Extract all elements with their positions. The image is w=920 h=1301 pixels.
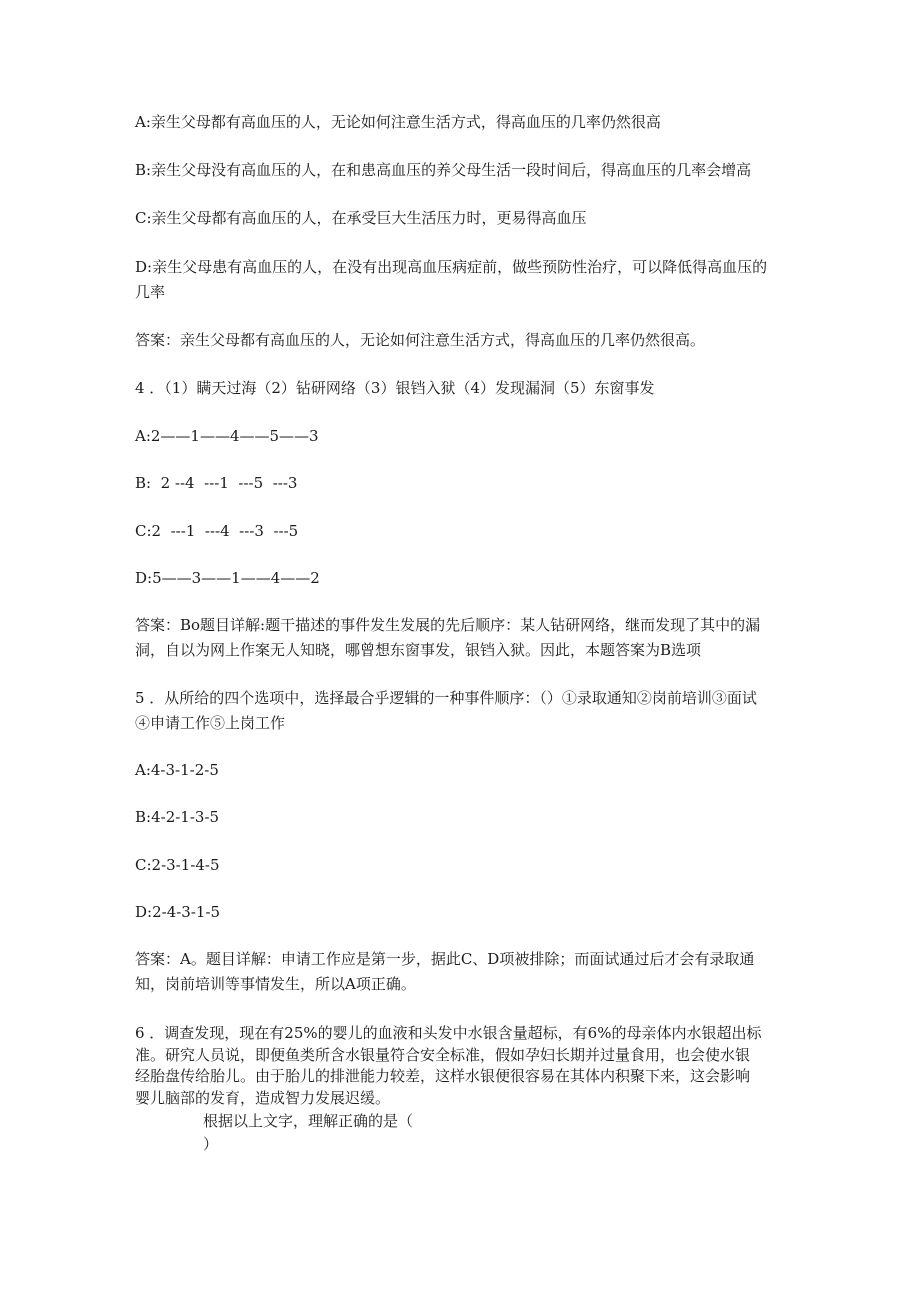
q3-option-d: D:亲生父母患有高血压的人，在没有出现高血压病症前，做些预防性治疗，可以降低得高血压的 <box>135 258 768 276</box>
q6-paragraph-line-2: 准。研究人员说，即便鱼类所含水银量符合安全标准，假如孕妇长期并过量食用，也会使水银 <box>135 1046 751 1064</box>
q4-question: 4 ．（1）瞒天过海（2）钻研网络（3）银铛入狱（4）发现漏洞（5）东窗事发 <box>135 379 655 397</box>
q6-paragraph-line-4: 婴儿脑部的发育，造成智力发展迟缓。 <box>135 1089 391 1107</box>
q5-answer-continued: 知，岗前培训等事情发生，所以A项正确。 <box>135 975 416 993</box>
q5-option-d: D:2-4-3-1-5 <box>135 903 221 921</box>
q5-option-a: A:4-3-1-2-5 <box>135 761 219 779</box>
q4-answer: 答案：Bo题目详解:题干描述的事件发生发展的先后顺序：某人钻研网络，继而发现了其中的漏 <box>135 616 761 634</box>
q3-option-b: B:亲生父母没有高血压的人，在和患高血压的养父母生活一段时间后，得高血压的几率会增高 <box>135 161 752 179</box>
q4-option-d: D:5——3——1——4——2 <box>135 569 320 587</box>
q3-option-d-continued: 几率 <box>135 283 166 301</box>
q5-option-b: B:4-2-1-3-5 <box>135 808 220 826</box>
q6-prompt-close: ） <box>203 1135 219 1153</box>
q5-answer: 答案：A。题目详解：申请工作应是第一步，据此C、D项被排除；而面试通过后才会有录取通 <box>135 950 755 968</box>
q6-paragraph-line-3: 经胎盘传给胎儿。由于胎儿的排泄能力较差，这样水银便很容易在其体内积聚下来，这会影响 <box>135 1067 751 1085</box>
q4-option-a: A:2——1——4——5——3 <box>135 427 319 445</box>
q3-answer: 答案：亲生父母都有高血压的人，无论如何注意生活方式，得高血压的几率仍然很高。 <box>135 331 706 349</box>
q5-option-c: C:2-3-1-4-5 <box>135 856 220 874</box>
q4-option-c: C:2 ---1 ---4 ---3 ---5 <box>135 522 299 540</box>
q3-option-c: C:亲生父母都有高血压的人，在承受巨大生活压力时，更易得高血压 <box>135 209 587 227</box>
q6-paragraph-line-1: 6 ．调查发现，现在有25%的婴儿的血液和头发中水银含量超标，有6%的母亲体内水银超出标 <box>135 1024 762 1042</box>
q4-option-b: B: 2 --4 ---1 ---5 ---3 <box>135 474 298 492</box>
q5-question: 5 ．从所给的四个选项中，选择最合乎逻辑的一种事件顺序：（）①录取通知②岗前培训③面试 <box>135 689 757 707</box>
q6-prompt: 根据以上文字，理解正确的是（ <box>203 1112 414 1130</box>
q4-answer-continued: 洞，自以为网上作案无人知晓，哪曾想东窗事发，银铛入狱。因此，本题答案为B选项 <box>135 641 702 659</box>
q5-question-continued: ④申请工作⑤上岗工作 <box>135 714 286 732</box>
q3-option-a: A:亲生父母都有高血压的人，无论如何注意生活方式，得高血压的几率仍然很高 <box>135 113 661 131</box>
